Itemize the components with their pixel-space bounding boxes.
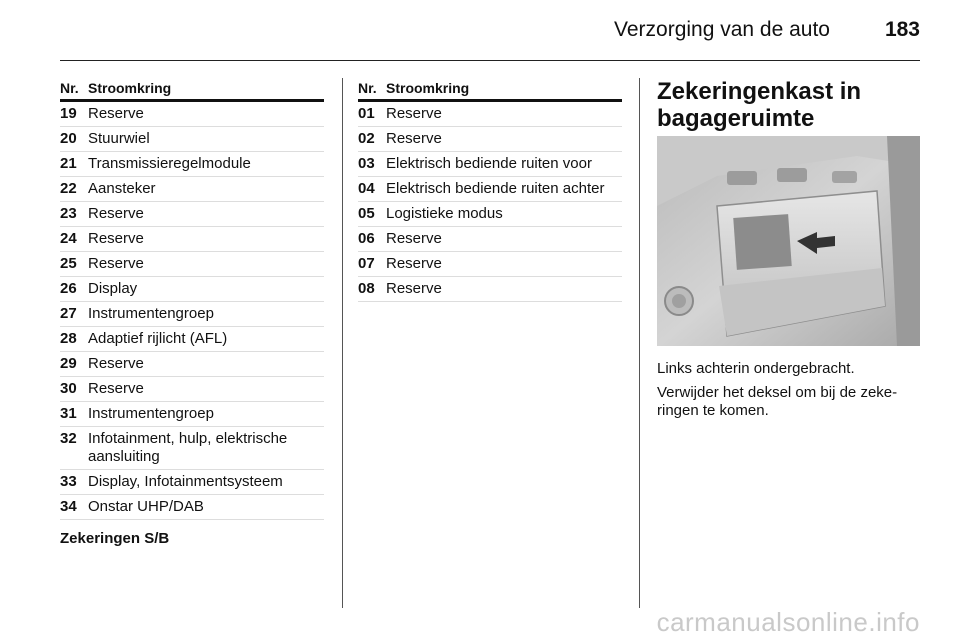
table-row <box>60 327 324 352</box>
fuse-number: 02 <box>358 130 375 147</box>
fuse-number: 33 <box>60 473 77 490</box>
page-number: 183 <box>884 18 920 41</box>
circuit-label: Reserve <box>88 380 144 397</box>
table-row <box>60 102 324 127</box>
table-row <box>358 152 622 177</box>
fuse-number: 28 <box>60 330 77 347</box>
caption-location: Links achterin ondergebracht. <box>657 360 855 377</box>
circuit-label: Reserve <box>88 355 144 372</box>
circuit-label: Infotainment, hulp, elektrische aansluiting <box>88 430 288 465</box>
fuse-number: 23 <box>60 205 77 222</box>
table-row <box>60 252 324 277</box>
table-row <box>60 227 324 252</box>
fuse-number: 34 <box>60 498 77 515</box>
header-title: Verzorging van de auto <box>614 18 830 41</box>
table-body <box>60 102 324 520</box>
table-row <box>60 352 324 377</box>
watermark: carmanualsonline.info <box>656 607 920 637</box>
fuse-number: 32 <box>60 430 77 447</box>
column-divider <box>639 78 640 608</box>
circuit-label: Instrumentengroep <box>88 305 214 322</box>
table-header <box>358 80 622 102</box>
fuse-number: 08 <box>358 280 375 297</box>
table-row <box>60 470 324 495</box>
table-row <box>60 302 324 327</box>
fuse-number: 25 <box>60 255 77 272</box>
fuse-number: 06 <box>358 230 375 247</box>
circuit-label: Adaptief rijlicht (AFL) <box>88 330 228 347</box>
header-rule <box>60 60 920 61</box>
section-heading <box>657 78 922 132</box>
circuit-label: Transmissieregelmodule <box>88 155 251 172</box>
fuse-number: 30 <box>60 380 77 397</box>
circuit-label: Reserve <box>386 130 442 147</box>
circuit-label: Reserve <box>386 105 442 122</box>
table-row <box>358 227 622 252</box>
fuse-number: 31 <box>60 405 77 422</box>
table-row <box>60 402 324 427</box>
caption-instruction-line-1: Verwijder het deksel om bij de zeke- <box>657 384 898 401</box>
table-row <box>358 252 622 277</box>
caption-instruction-line-2: ringen te komen. <box>657 402 769 419</box>
fuse-number: 07 <box>358 255 375 272</box>
table-row <box>358 202 622 227</box>
table-row <box>60 127 324 152</box>
circuit-label: Onstar UHP/DAB <box>88 498 204 515</box>
table-row <box>60 152 324 177</box>
circuit-label: Logistieke modus <box>386 205 503 222</box>
circuit-label: Reserve <box>88 105 144 122</box>
circuit-label: Stuurwiel <box>88 130 150 147</box>
header-nr: Nr. <box>358 80 377 96</box>
circuit-label: Reserve <box>88 230 144 247</box>
circuit-label: Aansteker <box>88 180 156 197</box>
table-row <box>358 277 622 302</box>
fuse-number: 22 <box>60 180 77 197</box>
circuit-label: Reserve <box>386 280 442 297</box>
fuse-number: 24 <box>60 230 77 247</box>
fuse-number: 05 <box>358 205 375 222</box>
circuit-label: Display, Infotainmentsysteem <box>88 473 283 490</box>
fuse-number: 21 <box>60 155 77 172</box>
fuse-number: 03 <box>358 155 375 172</box>
fuse-number: 04 <box>358 180 375 197</box>
fuse-number: 19 <box>60 105 77 122</box>
table-row <box>358 127 622 152</box>
header-stroomkring: Stroomkring <box>88 80 172 96</box>
table-row <box>60 202 324 227</box>
fusebox-photo <box>657 136 920 346</box>
fuse-table-left <box>60 80 324 520</box>
table-row <box>60 427 324 470</box>
circuit-label: Instrumentengroep <box>88 405 214 422</box>
circuit-label: Reserve <box>88 205 144 222</box>
table-header <box>60 80 324 102</box>
header-nr: Nr. <box>60 80 79 96</box>
table-row <box>60 177 324 202</box>
circuit-label: Reserve <box>88 255 144 272</box>
heading-line-1: Zekeringenkast in <box>657 78 862 105</box>
fuse-number: 26 <box>60 280 77 297</box>
table-row <box>358 102 622 127</box>
table-row <box>60 277 324 302</box>
table-body <box>358 102 622 302</box>
table-row <box>358 177 622 202</box>
page-header <box>0 0 960 62</box>
fusebox-illustration <box>657 136 920 346</box>
fuse-number: 01 <box>358 105 375 122</box>
circuit-label: Elektrisch bediende ruiten achter <box>386 180 605 197</box>
column-divider <box>342 78 343 608</box>
heading-line-2: bagageruimte <box>657 105 815 132</box>
fuse-table-middle <box>358 80 622 302</box>
circuit-label: Reserve <box>386 255 442 272</box>
circuit-label: Display <box>88 280 138 297</box>
section-label: Zekeringen S/B <box>60 530 170 547</box>
header-stroomkring: Stroomkring <box>386 80 470 96</box>
table-row <box>60 495 324 520</box>
circuit-label: Reserve <box>386 230 442 247</box>
fuse-number: 29 <box>60 355 77 372</box>
table-row <box>60 377 324 402</box>
fuse-number: 27 <box>60 305 77 322</box>
circuit-label: Elektrisch bediende ruiten voor <box>386 155 592 172</box>
fuse-number: 20 <box>60 130 77 147</box>
